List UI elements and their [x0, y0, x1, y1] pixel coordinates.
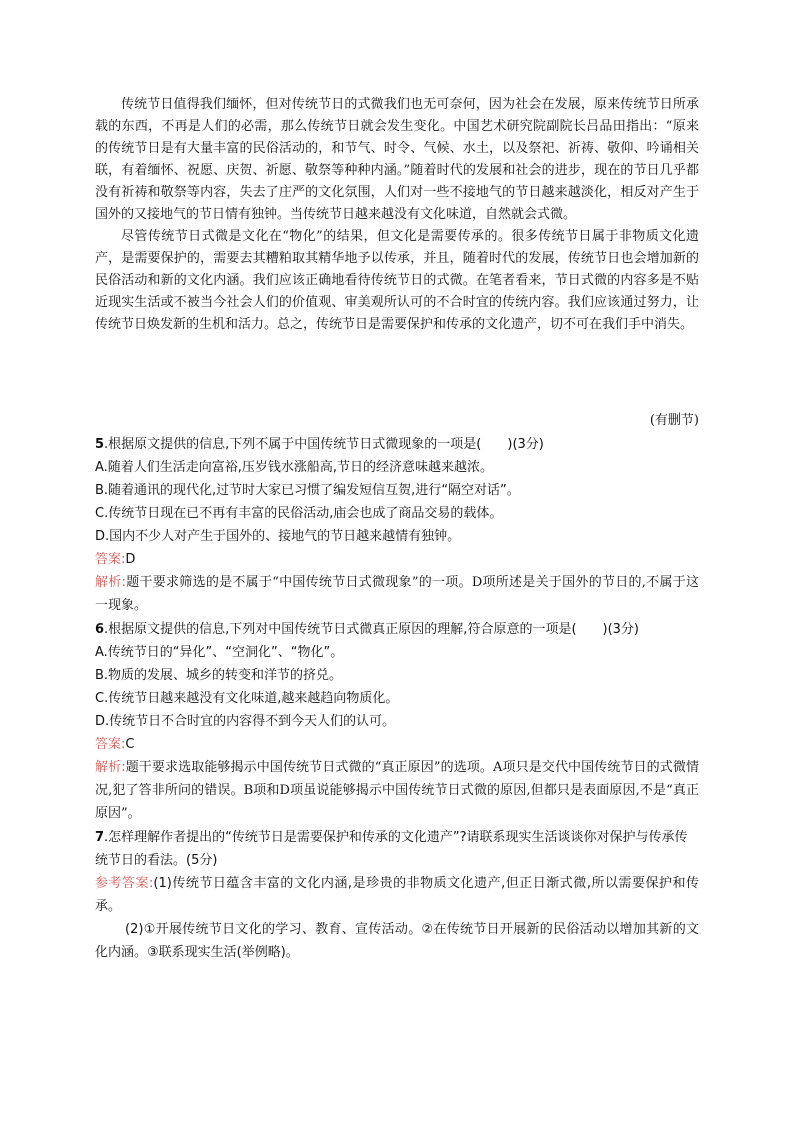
reading-passage	[95, 94, 699, 336]
answer-label: 答案:	[95, 552, 126, 567]
analysis-label: 解析:	[95, 760, 126, 775]
question-5-stem	[95, 433, 699, 456]
question-5-option-d: D.国内不少人对产生于国外的、接地气的节日越来越情有独钟。	[95, 529, 461, 544]
question-5-option-b: B.随着通讯的现代化,过节时大家已习惯了编发短信互贺,进行“隔空对话”。	[95, 483, 520, 498]
question-6-answer	[95, 733, 699, 756]
answer-value: C	[125, 737, 135, 752]
analysis-label: 解析:	[95, 575, 126, 590]
question-7-stem	[95, 826, 699, 872]
question-6-analysis	[95, 756, 699, 825]
question-6-option-c: C.传统节日越来越没有文化味道,越来越趋向物质化。	[95, 691, 399, 706]
analysis-text: 题干要求筛选的是不属于“中国传统节日式微现象”的一项。D项所述是关于国外的节日的,不属于这一现象。	[95, 575, 699, 613]
answer-label: 答案:	[95, 737, 126, 752]
question-7-text: .怎样理解作者提出的“传统节日是需要保护和传承的文化遗产”?请联系现实生活谈谈你对保护与传承传统节日的看法。(5分)	[95, 830, 688, 868]
question-6-number: 6	[95, 622, 105, 637]
question-6-option-a: A.传统节日的“异化”、“空洞化”、“物化”。	[95, 645, 344, 660]
question-5-number: 5	[95, 437, 105, 452]
question-7-number: 7	[95, 830, 105, 845]
question-5-analysis	[95, 571, 699, 617]
question-6-stem	[95, 618, 699, 641]
question-6-option-b: B.物质的发展、城乡的转变和洋节的挤兑。	[95, 668, 343, 683]
question-5-answer	[95, 548, 699, 571]
passage-paragraph-1: 传统节日值得我们缅怀，但对传统节日的式微我们也无可奈何，因为社会在发展，原来传统节日所承载的东西，不再是人们的必需，那么传统节日就会发生变化。中国艺术研究院副院长吕品田指出：“原来的传统节日是有大量丰富的民俗活动的，和节气、时令、气候、水土，以及祭祀、祈祷、敬仰、吟诵相关联，有着缅怀、祝愿、庆贺、祈愿、敬祭等种种内涵。”随着时代的发展和社会的进步，现在的节日几乎都没有祈祷和敬祭等内容，失去了庄严的文化氛围，人们对一些不接地气的节日越来越淡化，相反对产生于国外的又接地气的节日情有独钟。当传统节日越来越没有文化味道，自然就会式微。	[95, 97, 699, 222]
answer-value: D	[125, 552, 136, 567]
question-5-text: .根据原文提供的信息,下列不属于中国传统节日式微现象的一项是( )(3分)	[104, 437, 544, 452]
question-6-text: .根据原文提供的信息,下列对中国传统节日式微真正原因的理解,符合原意的一项是( )(3分)	[104, 622, 640, 637]
reference-answer-part-2: (2)①开展传统节日文化的学习、教育、宣传活动。②在传统节日开展新的民俗活动以增加其新的文化内涵。③联系现实生活(举例略)。	[95, 922, 699, 960]
question-7-reference-answer	[95, 872, 699, 918]
source-note: (有删节)	[649, 413, 699, 428]
question-5-option-a: A.随着人们生活走向富裕,压岁钱水涨船高,节日的经济意味越来越浓。	[95, 460, 494, 475]
passage-paragraph-2: 尽管传统节日式微是文化在“物化”的结果，但文化是需要传承的。很多传统节日属于非物质文化遗产，是需要保护的，需要去其糟粕取其精华地予以传承，并且，随着时代的发展，传统节日也会增加新的民俗活动和新的文化内涵。我们应该正确地看待传统节日的式微。在笔者看来，节日式微的内容多是不贴近现实生活或不被当今社会人们的价值观、审美观所认可的不合时宜的传统内容。我们应该通过努力，让传统节日焕发新的生机和活力。总之，传统节日是需要保护和传承的文化遗产，切不可在我们手中消失。	[95, 229, 699, 332]
questions-section	[95, 432, 699, 964]
question-6-option-d: D.传统节日不合时宜的内容得不到今天人们的认可。	[95, 714, 396, 729]
analysis-text: 题干要求选取能够揭示中国传统节日式微的“真正原因”的选项。A项只是交代中国传统节日的式微情况,犯了答非所问的错误。B项和D项虽说能够揭示中国传统节日式微的原因,但都只是表面原因,不是“真正原因”。	[95, 760, 699, 821]
reference-answer-part-1: (1)传统节日蕴含丰富的文化内涵,是珍贵的非物质文化遗产,但正日渐式微,所以需要保护和传承。	[95, 876, 700, 914]
reference-answer-label: 参考答案:	[95, 876, 154, 891]
question-5-option-c: C.传统节日现在已不再有丰富的民俗活动,庙会也成了商品交易的载体。	[95, 506, 503, 521]
